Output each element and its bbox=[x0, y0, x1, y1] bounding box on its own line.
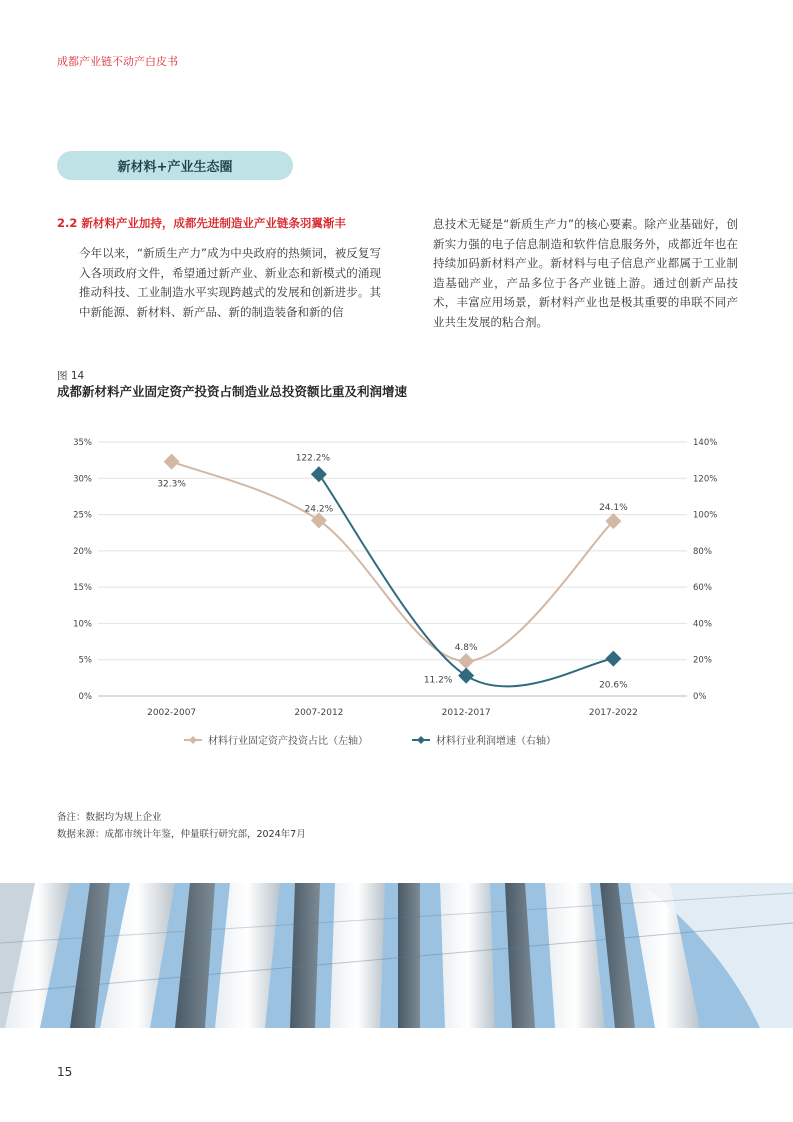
y-left-tick-label: 30% bbox=[73, 474, 92, 485]
y-right-tick-label: 140% bbox=[693, 438, 718, 448]
data-point-marker bbox=[311, 466, 327, 482]
chart-source: 数据来源：成都市统计年鉴，仲量联行研究部，2024年7月 bbox=[57, 829, 306, 840]
y-left-tick-label: 25% bbox=[73, 510, 92, 521]
x-tick-label: 2017-2022 bbox=[588, 708, 638, 718]
building-facade-photo bbox=[0, 883, 793, 1028]
dual-axis-line-chart bbox=[57, 425, 737, 755]
data-label: 24.2% bbox=[304, 504, 334, 515]
y-right-tick-label: 120% bbox=[693, 474, 718, 485]
y-right-tick-label: 60% bbox=[693, 583, 712, 594]
y-right-tick-label: 40% bbox=[693, 619, 712, 630]
y-right-tick-label: 80% bbox=[693, 546, 712, 557]
y-left-tick-label: 5% bbox=[78, 655, 92, 666]
figure-label: 图 14 bbox=[57, 370, 85, 382]
data-label: 122.2% bbox=[295, 453, 331, 464]
y-left-tick-label: 20% bbox=[73, 546, 92, 557]
data-label: 20.6% bbox=[599, 680, 628, 691]
running-header: 成都产业链不动产白皮书 bbox=[57, 55, 178, 68]
data-point-marker bbox=[458, 668, 474, 684]
data-point-marker bbox=[605, 651, 621, 667]
legend-label: 材料行业固定资产投资占比（左轴） bbox=[208, 736, 368, 747]
y-right-tick-label: 20% bbox=[693, 655, 712, 666]
data-label: 32.3% bbox=[157, 479, 186, 490]
data-label: 11.2% bbox=[423, 675, 453, 686]
x-tick-label: 2007-2012 bbox=[294, 708, 344, 718]
legend-label: 材料行业利润增速（右轴） bbox=[436, 736, 556, 747]
body-text-column-1: 今年以来，“新质生产力”成为中央政府的热频词，被反复写入各项政府文件，希望通过新产业、新业态和新模式的涌现推动科技、工业制造水平实现跨越式的发展和创新进步。其中新能源、新材料、新产品、新的制造装备和新的信 bbox=[79, 246, 381, 319]
figure-title: 成都新材料产业固定资产投资占制造业总投资额比重及利润增速 bbox=[57, 384, 408, 399]
legend-swatch-marker bbox=[417, 736, 425, 744]
y-left-tick-label: 15% bbox=[73, 583, 92, 594]
x-tick-label: 2012-2017 bbox=[441, 708, 491, 718]
legend-swatch-marker bbox=[189, 736, 197, 744]
y-left-tick-label: 0% bbox=[78, 692, 92, 702]
chart-note: 备注：数据均为规上企业 bbox=[57, 812, 162, 823]
data-point-marker bbox=[458, 653, 474, 669]
series-line bbox=[172, 462, 614, 662]
data-point-marker bbox=[164, 454, 180, 470]
body-text-column-2: 息技术无疑是“新质生产力”的核心要素。除产业基础好，创新实力强的电子信息制造和软件信息服务外，成都近年也在持续加码新材料产业。新材料与电子信息产业都属于工业制造基础产业，产品多位于各产业链上游。通过创新产品技术，丰富应用场景，新材料产业也是极其重要的串联不同产业共生发展的粘合剂。 bbox=[433, 217, 738, 329]
facade-illustration bbox=[0, 883, 793, 1028]
y-left-tick-label: 10% bbox=[73, 619, 92, 630]
page-number: 15 bbox=[57, 1065, 73, 1079]
section-pill bbox=[57, 151, 293, 180]
x-tick-label: 2002-2007 bbox=[147, 708, 197, 718]
data-label: 4.8% bbox=[454, 643, 478, 654]
y-right-tick-label: 0% bbox=[693, 692, 707, 702]
section-pill-label: 新材料+产业生态圈 bbox=[117, 160, 233, 175]
y-right-tick-label: 100% bbox=[693, 510, 718, 521]
section-title: 2.2 新材料产业加持，成都先进制造业产业链条羽翼渐丰 bbox=[57, 216, 346, 230]
data-label: 24.1% bbox=[599, 503, 628, 514]
y-left-tick-label: 35% bbox=[73, 438, 92, 448]
